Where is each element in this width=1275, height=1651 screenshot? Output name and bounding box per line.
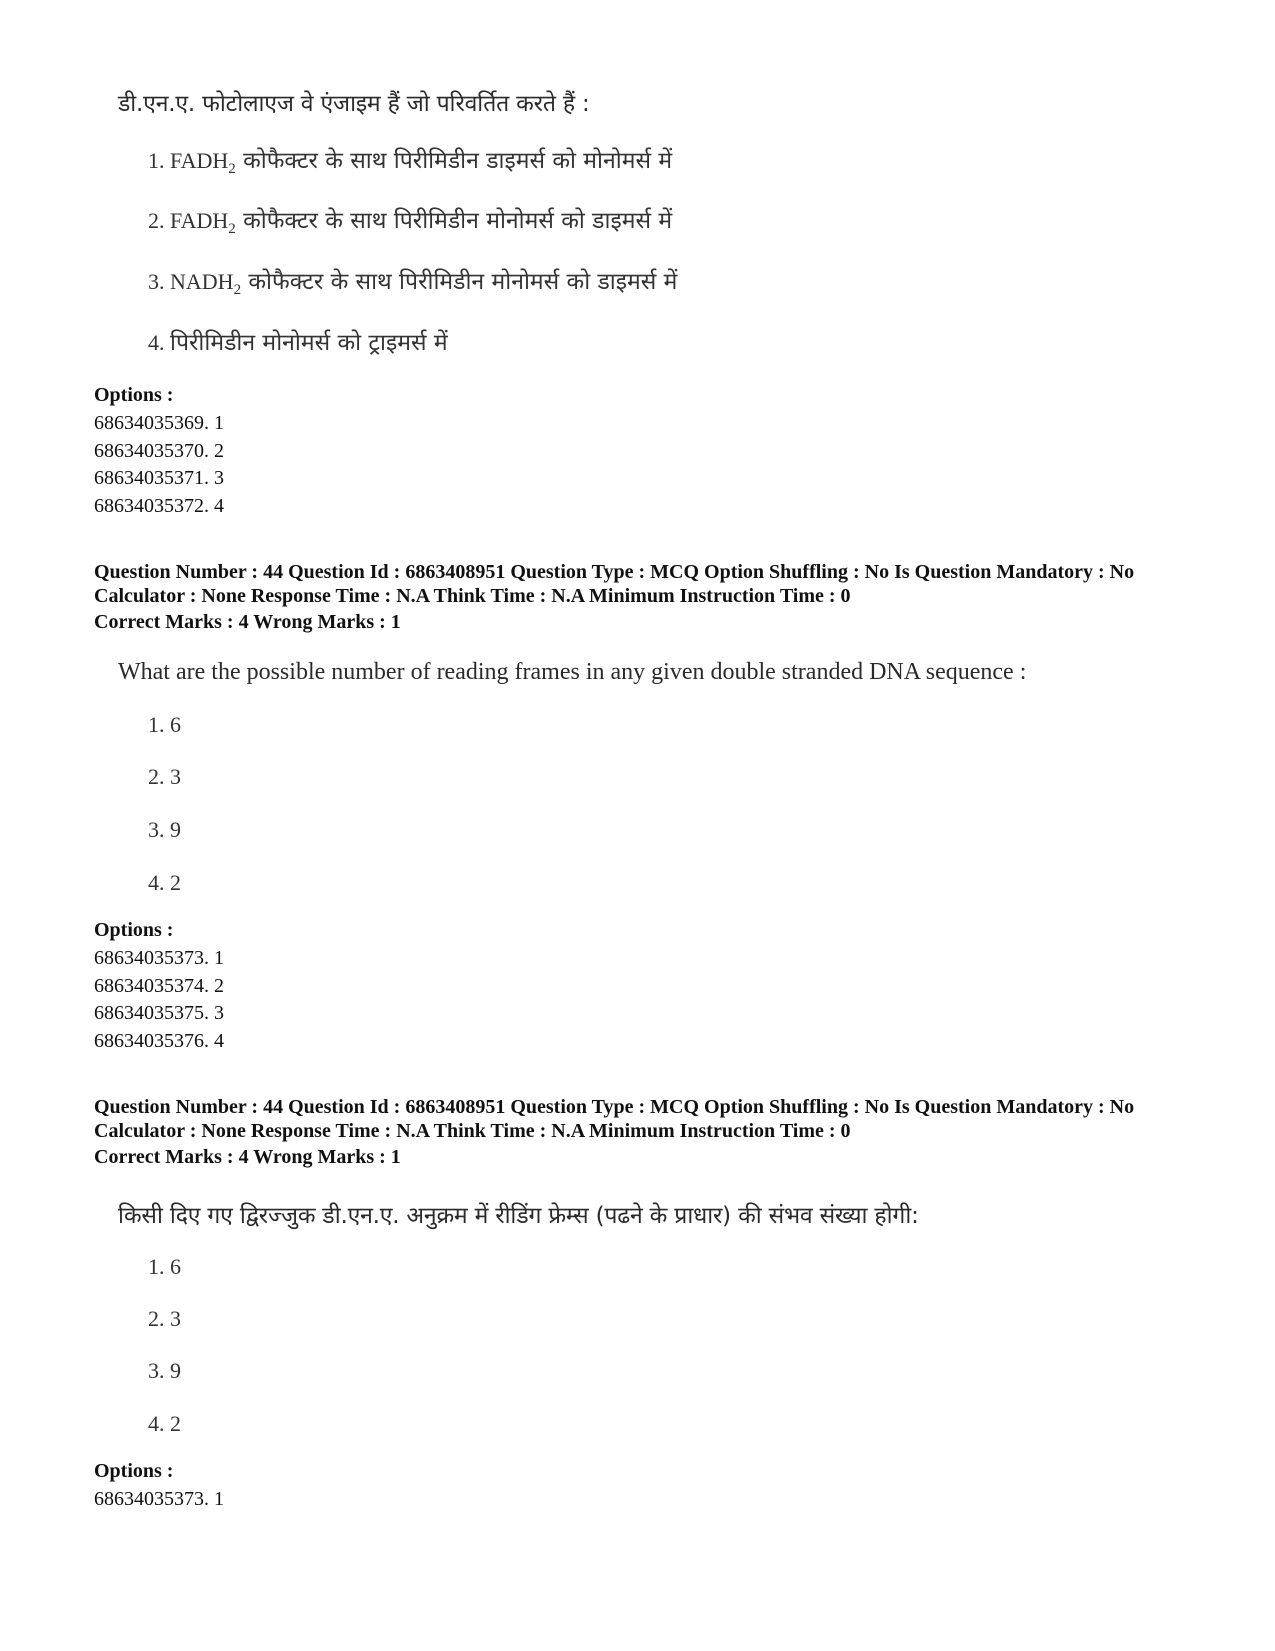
- option-line: 68634035369. 1: [94, 412, 224, 434]
- choice-chem-prefix: NADH: [170, 269, 234, 294]
- question-choice-2: 2. 3: [148, 1306, 181, 1331]
- question-choice-1: 1. 6: [148, 1254, 181, 1279]
- options-label: Options :: [94, 1460, 174, 1482]
- choice-chem-subscript: 2: [228, 161, 236, 177]
- option-line: 68634035375. 3: [94, 1002, 224, 1024]
- option-line: 68634035372. 4: [94, 495, 224, 517]
- question-marks: Correct Marks : 4 Wrong Marks : 1: [94, 611, 401, 633]
- choice-text: कोफैक्टर के साथ पिरीमिडीन मोनोमर्स को डाइमर्स में: [241, 269, 678, 295]
- question-choice-1: 1. 6: [148, 712, 181, 737]
- question-choice-4: 4. 2: [148, 1411, 181, 1436]
- choice-chem-subscript: 2: [233, 282, 242, 298]
- choice-number: 3.: [148, 269, 170, 294]
- choice-chem-subscript: 2: [228, 221, 236, 237]
- option-line: 68634035373. 1: [94, 1488, 224, 1510]
- choice-number: 1.: [148, 148, 170, 173]
- option-line: 68634035376. 4: [94, 1030, 224, 1052]
- question-choice-2: [148, 203, 672, 235]
- question-choice-3: [148, 264, 677, 296]
- question-choice-1: [148, 143, 672, 175]
- question-meta: Question Number : 44 Question Id : 6863408951 Question Type : MCQ Option Shuffling : No Is Question Mandatory : No Calculator : None Response Time : N.A Think Time : N.A Minimum Instruction Time : 0: [94, 561, 1135, 607]
- options-label: Options :: [94, 384, 174, 406]
- choice-chem-prefix: FADH: [170, 208, 229, 233]
- question-stem-hindi-1: डी.एन.ए. फोटोलाएज वे एंजाइम हैं जो परिवर्तित करते हैं :: [118, 91, 590, 117]
- option-line: 68634035370. 2: [94, 440, 224, 462]
- option-line: 68634035374. 2: [94, 975, 224, 997]
- option-line: 68634035373. 1: [94, 947, 224, 969]
- choice-number: 2.: [148, 208, 170, 233]
- question-choice-4: 4. 2: [148, 870, 181, 895]
- option-line: 68634035371. 3: [94, 467, 224, 489]
- choice-text: कोफैक्टर के साथ पिरीमिडीन मोनोमर्स को डाइमर्स में: [235, 208, 673, 234]
- choice-text: कोफैक्टर के साथ पिरीमिडीन डाइमर्स को मोनोमर्स में: [235, 148, 673, 174]
- question-marks: Correct Marks : 4 Wrong Marks : 1: [94, 1146, 401, 1168]
- question-choice-4: [148, 325, 448, 357]
- choice-number: 4.: [148, 330, 170, 355]
- choice-chem-prefix: FADH: [170, 148, 229, 173]
- question-choice-3: 3. 9: [148, 817, 181, 842]
- question-choice-2: 2. 3: [148, 764, 181, 789]
- question-meta: Question Number : 44 Question Id : 6863408951 Question Type : MCQ Option Shuffling : No Is Question Mandatory : No Calculator : None Response Time : N.A Think Time : N.A Minimum Instruction Time : 0: [94, 1096, 1135, 1142]
- question-choice-3: 3. 9: [148, 1358, 181, 1383]
- choice-text: पिरीमिडीन मोनोमर्स को ट्राइमर्स में: [170, 330, 448, 356]
- question-stem-english: What are the possible number of reading frames in any given double stranded DNA sequence :: [118, 659, 1027, 685]
- question-stem-hindi-2: किसी दिए गए द्विरज्जुक डी.एन.ए. अनुक्रम में रीडिंग फ्रेम्स (पढने के प्राधार) की संभव संख्या होगी:: [118, 1203, 919, 1229]
- options-label: Options :: [94, 919, 174, 941]
